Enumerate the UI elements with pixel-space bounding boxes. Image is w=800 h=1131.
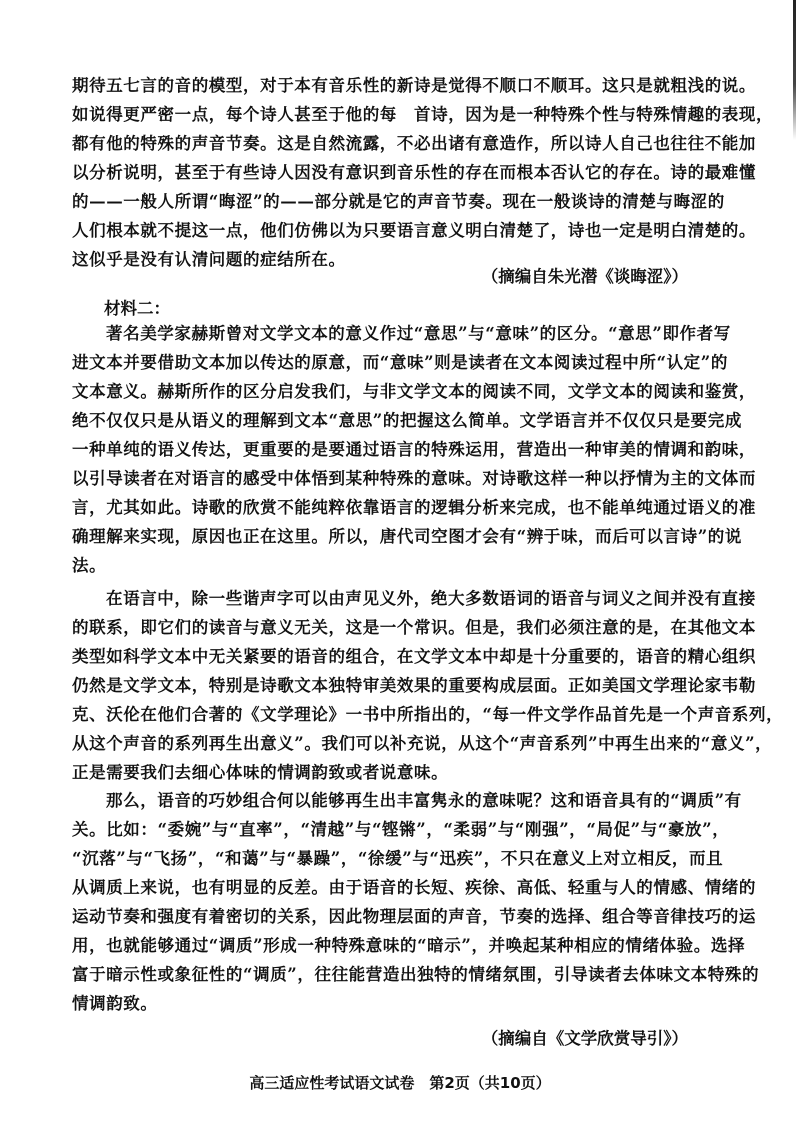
text-line: 类型如科学文本中无关紧要的语音的组合，在文学文本中却是十分重要的，语音的精心组织 <box>72 647 756 666</box>
text-line: 用，也就能够通过“调质”形成一种特殊意味的“暗示”，并唤起某种相应的情绪体验。选择 <box>72 936 746 955</box>
material1-attribution: （摘编自朱光潜《谈晦涩》） <box>481 267 688 286</box>
text-line: 人们根本就不提这一点，他们仿佛以为只要语言意义明白清楚了，诗也一定是明白清楚的。 <box>72 221 756 240</box>
text-line: 确理解来实现，原因也正在这里。所以，唐代司空图才会有“辨于味，而后可以言诗”的说 <box>72 527 742 546</box>
material2-paragraph-3 <box>72 786 760 1018</box>
text-line: 期待五七言的音的模型，对于本有音乐性的新诗是觉得不顺口不顺耳。这只是就粗浅的说。 <box>72 76 756 95</box>
text-line: 在语言中，除一些谐声字可以由声见义外，绝大多数语词的语音与词义之间并没有直接 <box>106 589 756 608</box>
text-line: 仍然是文学文本，特别是诗歌文本独特审美效果的重要构成层面。正如美国文学理论家韦勒 <box>72 676 756 695</box>
text-line: 以引导读者在对语言的感受中体悟到某种特殊的意味。对诗歌这样一种以抒情为主的文体而 <box>72 469 756 488</box>
text-line: 这似乎是没有认清问题的症结所在。 <box>72 250 346 269</box>
text-line: 情调韵致。 <box>72 994 158 1013</box>
text-line: 克、沃伦在他们合著的《文学理论》一书中所指出的，“每一件文学作品首先是一个声音系列， <box>72 705 784 724</box>
text-line: 进文本并要借助文本加以传达的原意，而“意味”则是读者在文本阅读过程中所“认定”的 <box>72 353 728 372</box>
text-line: 一种单纯的语义传达，更重要的是要通过语言的特殊运用，营造出一种审美的情调和韵味， <box>72 440 756 459</box>
text-line: 的联系，即它们的读音与意义无关，这是一个常识。但是，我们必须注意的是，在其他文本 <box>72 618 756 637</box>
material2-paragraph-2 <box>72 584 784 787</box>
material2-paragraph-1 <box>72 319 756 580</box>
text-line: 言，尤其如此。诗歌的欣赏不能纯粹依靠语言的逻辑分析来完成，也不能单纯通过语义的准 <box>72 498 756 517</box>
text-line: 著名美学家赫斯曾对文学文本的意义作过“意思”与“意味”的区分。“意思”即作者写 <box>106 324 731 343</box>
text-line: 正是需要我们去细心体味的情调韵致或者说意味。 <box>72 763 449 782</box>
text-line: 的——一般人所谓“晦涩”的——部分就是它的声音节奏。现在一般谈诗的清楚与晦涩的 <box>72 192 725 211</box>
text-line: 文本意义。赫斯所作的区分启发我们，与非文学文本的阅读不同，文学文本的阅读和鉴赏， <box>72 382 756 401</box>
page-footer: 高三适应性考试语文试卷 第2页（共10页） <box>249 1074 551 1092</box>
text-line: 关。比如：“委婉”与“直率”，“清越”与“铿锵”，“柔弱”与“刚强”，“局促”与“豪放”， <box>72 820 730 839</box>
material1-text <box>72 71 774 274</box>
text-line: 那么，语音的巧妙组合何以能够再生出丰富隽永的意味呢？这和语音具有的“调质”有 <box>106 791 742 810</box>
text-line: 从调质上来说，也有明显的反差。由于语音的长短、疾徐、高低、轻重与人的情感、情绪的 <box>72 878 756 897</box>
material2-heading: 材料二： <box>104 299 170 318</box>
text-line: 绝不仅仅只是从语义的理解到文本“意思”的把握这么简单。文学语言并不仅仅只是要完成 <box>72 411 742 430</box>
text-line: 法。 <box>72 556 107 575</box>
text-line: 运动节奏和强度有着密切的关系，因此物理层面的声音，节奏的选择、组合等音律技巧的运 <box>72 907 756 926</box>
scan-edge-mark <box>793 0 796 140</box>
text-line: 以分析说明，甚至于有些诗人因没有意识到音乐性的存在而根本否认它的存在。诗的最难懂 <box>72 163 756 182</box>
material2-attribution: （摘编自《文学欣赏导引》） <box>481 1029 688 1048</box>
text-line: “沉落”与“飞扬”，“和蔼”与“暴躁”，“徐缓”与“迅疾”，不只在意义上对立相反，而且 <box>72 849 724 868</box>
text-line: 都有他的特殊的声音节奏。这是自然流露，不必出诸有意造作，所以诗人自己也往往不能加 <box>72 134 756 153</box>
text-line: 从这个声音的系列再生出意义”。我们可以补充说，从这个“声音系列”中再生出来的“意义”， <box>72 734 773 753</box>
text-line: 富于暗示性或象征性的“调质”，往往能营造出独特的情绪氛围，引导读者去体味文本特殊的 <box>72 965 760 984</box>
text-line: 如说得更严密一点，每个诗人甚至于他的每 首诗，因为是一种特殊个性与特殊情趣的表现， <box>72 105 774 124</box>
